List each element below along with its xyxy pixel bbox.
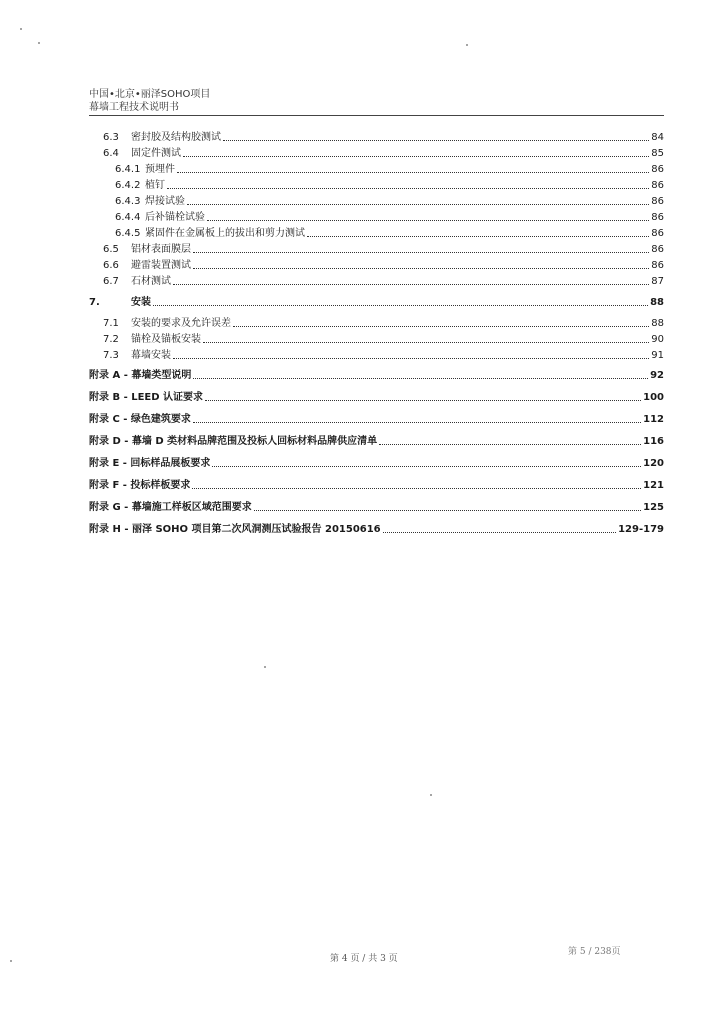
toc-entry [89, 347, 664, 362]
toc-entry-title: 植钉 [145, 180, 165, 191]
toc-entry-title: 附录 D - 幕墙 D 类材料品牌范围及投标人回标材料品牌供应清单 [89, 436, 378, 447]
toc-entry-page: 86 [651, 196, 664, 207]
toc-entry-title: 附录 E - 回标样品展板要求 [89, 458, 211, 469]
toc-entry-number: 6.4 [103, 148, 119, 159]
toc-entry-number: 7.1 [103, 318, 119, 329]
toc-dot-leader [183, 156, 649, 157]
toc-dot-leader [193, 268, 649, 269]
footer-page-number: 第 4 页 / 共 3 页 [330, 954, 398, 964]
toc-entry [89, 177, 664, 192]
toc-dot-leader [379, 444, 641, 445]
toc-entry-number: 6.4.4 [115, 212, 141, 223]
toc-entry [89, 389, 664, 404]
toc-dot-leader [254, 510, 641, 511]
toc-entry-title: 安装的要求及允许误差 [131, 318, 231, 329]
toc-entry-page: 86 [651, 244, 664, 255]
toc-entry-page: 86 [651, 228, 664, 239]
toc-dot-leader [173, 284, 649, 285]
toc-entry [89, 315, 664, 330]
toc-entry-page: 86 [651, 212, 664, 223]
toc-entry-title: 固定件测试 [131, 148, 181, 159]
toc-dot-leader [212, 466, 641, 467]
toc-entry-number: 6.4.1 [115, 164, 141, 175]
scan-speck [264, 666, 266, 668]
toc-entry-page: 91 [651, 350, 664, 361]
toc-entry-page: 88 [650, 297, 664, 308]
toc-entry-title: 附录 B - LEED 认证要求 [89, 392, 204, 403]
toc-entry-page: 112 [643, 414, 664, 425]
toc-entry-title: 安装 [131, 297, 151, 308]
toc-entry [89, 499, 664, 514]
toc-entry-title: 锚栓及锚板安装 [131, 334, 201, 345]
toc-entry-number: 7. [89, 297, 100, 308]
toc-entry [89, 225, 664, 240]
toc-entry [89, 209, 664, 224]
toc-entry-number: 6.4.3 [115, 196, 141, 207]
toc-dot-leader [203, 342, 649, 343]
toc-entry-title: 附录 G - 幕墙施工样板区域范围要求 [89, 502, 252, 513]
toc-entry [89, 521, 664, 536]
toc-entry-page: 125 [643, 502, 664, 513]
toc-entry [89, 411, 664, 426]
toc-dot-leader [173, 358, 649, 359]
toc-entry [89, 294, 664, 309]
toc-entry-title: 焊接试验 [145, 196, 185, 207]
toc-entry-number: 6.6 [103, 260, 119, 271]
toc-entry-page: 86 [651, 260, 664, 271]
toc-entry-page: 87 [651, 276, 664, 287]
toc-entry-page: 84 [651, 132, 664, 143]
toc-dot-leader [207, 220, 649, 221]
toc-dot-leader [193, 378, 648, 379]
toc-dot-leader [307, 236, 649, 237]
toc-entry-number: 7.3 [103, 350, 119, 361]
toc-entry [89, 257, 664, 272]
footer-page-stamp: 第 5 / 238页 [568, 947, 621, 957]
running-header [89, 88, 664, 114]
toc-entry-title: 石材测试 [131, 276, 171, 287]
toc-entry [89, 367, 664, 382]
toc-entry [89, 455, 664, 470]
toc-entry [89, 331, 664, 346]
toc-dot-leader [187, 204, 649, 205]
toc-entry-title: 后补锚栓试验 [145, 212, 205, 223]
toc-dot-leader [233, 326, 649, 327]
toc-entry-number: 6.5 [103, 244, 119, 255]
toc-entry-page: 100 [643, 392, 664, 403]
toc-dot-leader [383, 532, 616, 533]
toc-dot-leader [192, 488, 641, 489]
toc-entry [89, 145, 664, 160]
toc-entry-page: 85 [651, 148, 664, 159]
toc-entry-page: 86 [651, 164, 664, 175]
toc-entry-number: 6.4.5 [115, 228, 141, 239]
scan-speck [20, 28, 22, 30]
header-document-title: 幕墙工程技术说明书 [89, 102, 179, 113]
scan-speck [430, 794, 432, 796]
toc-entry-title: 附录 C - 绿色建筑要求 [89, 414, 191, 425]
toc-entry [89, 241, 664, 256]
toc-entry-title: 预埋件 [145, 164, 175, 175]
toc-entry-title: 铝材表面膜层 [131, 244, 191, 255]
toc-dot-leader [193, 252, 649, 253]
toc-entry-title: 密封胶及结构胶测试 [131, 132, 221, 143]
toc-dot-leader [153, 305, 648, 306]
scan-speck [10, 960, 12, 962]
toc-entry-number: 6.7 [103, 276, 119, 287]
toc-entry-page: 120 [643, 458, 664, 469]
toc-entry [89, 477, 664, 492]
toc-entry-number: 6.3 [103, 132, 119, 143]
toc-entry-page: 92 [650, 370, 664, 381]
scan-speck [38, 42, 40, 44]
toc-entry-title: 幕墙安装 [131, 350, 171, 361]
toc-dot-leader [223, 140, 649, 141]
header-divider [89, 115, 664, 116]
header-project-name: 中国•北京•丽泽SOHO项目 [89, 89, 211, 100]
toc-dot-leader [167, 188, 649, 189]
toc-entry-title: 避雷装置测试 [131, 260, 191, 271]
toc-dot-leader [193, 422, 641, 423]
toc-entry-page: 129-179 [618, 524, 664, 535]
toc-entry-page: 121 [643, 480, 664, 491]
toc-entry-page: 90 [651, 334, 664, 345]
toc-dot-leader [205, 400, 641, 401]
toc-entry-title: 紧固件在金属板上的拔出和剪力测试 [145, 228, 305, 239]
toc-entry-title: 附录 F - 投标样板要求 [89, 480, 191, 491]
toc-dot-leader [177, 172, 649, 173]
toc-entry [89, 433, 664, 448]
toc-entry-title: 附录 A - 幕墙类型说明 [89, 370, 192, 381]
toc-entry-number: 7.2 [103, 334, 119, 345]
toc-entry-title: 附录 H - 丽泽 SOHO 项目第二次风洞测压试验报告 20150616 [89, 524, 381, 535]
toc-entry [89, 193, 664, 208]
toc-entry-page: 86 [651, 180, 664, 191]
toc-entry-number: 6.4.2 [115, 180, 141, 191]
toc-entry-page: 88 [651, 318, 664, 329]
toc-entry [89, 129, 664, 144]
toc-entry [89, 273, 664, 288]
scan-speck [466, 44, 468, 46]
toc-entry [89, 161, 664, 176]
toc-entry-page: 116 [643, 436, 664, 447]
